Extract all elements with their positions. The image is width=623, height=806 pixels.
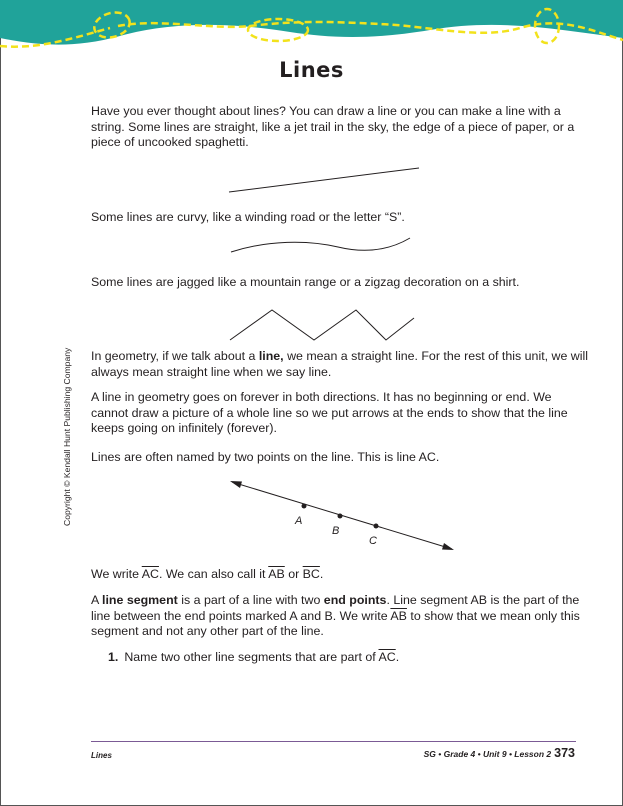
curvy-line-illustration <box>228 232 413 262</box>
line-bc-notation: $\overline{BC}$ <box>302 567 320 581</box>
left-arrowhead-icon <box>230 481 242 488</box>
point-c-label: C <box>369 535 377 547</box>
term-line: line, <box>258 349 284 363</box>
point-a-label: A <box>295 515 303 527</box>
copyright-notice: Copyright © Kendall Hunt Publishing Company <box>62 347 72 526</box>
notation-paragraph: We write $\overline{AC}$. We can also call it $\overline{AB}$ or $\overline{BC}$. <box>91 567 324 581</box>
line-segment-paragraph: A line segment is a part of a line with two end points. Line segment AB is the part of the line between the end points marked A and B. We write $\overline{AB}$ to show that we mean only this segment and not any other part of the line. <box>91 593 580 639</box>
geometry-paragraph: In geometry, if we talk about a line, we mean a straight line. For the rest of this unit, we will always mean straight line when we say line. <box>91 349 589 379</box>
named-paragraph: Lines are often named by two points on the line. This is line AC. <box>91 450 440 464</box>
footer-title: Lines <box>91 751 112 760</box>
point-b <box>338 514 343 519</box>
point-a <box>302 504 307 509</box>
term-end-points: end points <box>323 593 387 607</box>
straight-line-illustration <box>225 165 425 197</box>
line-ac-diagram <box>225 478 460 560</box>
question-1: 1. Name two other line segments that are part of $\overline{AC}$. <box>108 650 400 664</box>
jagged-paragraph: Some lines are jagged like a mountain range or a zigzag decoration on a shirt. <box>91 275 520 289</box>
zigzag-line-illustration <box>228 306 418 346</box>
term-line-segment: line segment <box>102 593 178 607</box>
curvy-paragraph: Some lines are curvy, like a winding road or the letter “S”. <box>91 210 405 224</box>
question-line-ac: $\overline{AC}$ <box>378 650 396 664</box>
decorative-banner <box>0 0 623 60</box>
footer-info: SG • Grade 4 • Unit 9 • Lesson 2 373 <box>423 746 575 760</box>
line-ab-notation: $\overline{AB}$ <box>268 567 285 581</box>
right-arrowhead-icon <box>442 543 454 550</box>
page-number: 373 <box>554 746 575 760</box>
question-number: 1. <box>108 650 119 664</box>
point-c <box>374 524 379 529</box>
point-b-label: B <box>332 525 340 537</box>
page-title: Lines <box>279 58 344 82</box>
forever-paragraph: A line in geometry goes on forever in both directions. It has no beginning or end. We cannot draw a picture of a whole line so we put arrows at the ends to show that the line keeps going on infinitely (forever). <box>91 390 568 436</box>
line-ac-notation: $\overline{AC}$ <box>141 567 159 581</box>
footer-divider <box>91 741 576 742</box>
segment-ab-notation: $\overline{AB}$ <box>390 608 407 623</box>
intro-paragraph: Have you ever thought about lines? You can draw a line or you can make a line with a string. Some lines are straight, like a jet trail in the sky, the edge of a piece of paper, or a piece of uncooked spaghetti. <box>91 104 575 150</box>
